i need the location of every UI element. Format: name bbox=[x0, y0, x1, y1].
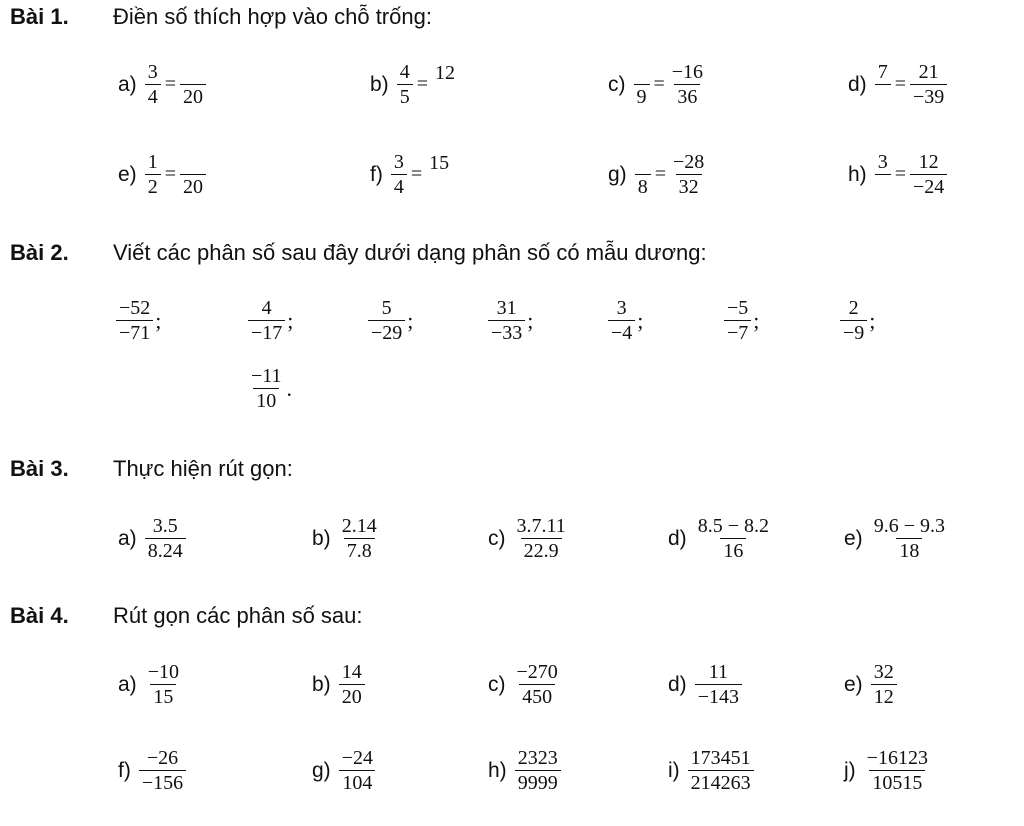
bai2-fraction: $\frac{-5}{-7}$ ; bbox=[724, 296, 759, 345]
bai3-instruction: Thực hiện rút gọn: bbox=[113, 456, 293, 481]
bai4-item-i: i) $\frac{173451}{214263}$ bbox=[668, 746, 754, 795]
bai2-fraction: $\frac{-11}{10}$ . bbox=[251, 365, 293, 412]
item-label: a) bbox=[118, 72, 137, 96]
equals-sign: = bbox=[894, 163, 906, 185]
bai1-item-a bbox=[118, 60, 206, 109]
bai3-item-c: c) $\frac{3.7.11}{22.9}$ bbox=[488, 515, 566, 562]
bai1-number: Bài 1. bbox=[10, 4, 69, 29]
bai4-item-g: g) $\frac{-24}{104}$ bbox=[312, 746, 376, 795]
bai3-item-b: b) $\frac{2.14}{7.8}$ bbox=[312, 515, 377, 562]
bai4-item-j: j) $\frac{-16123}{10515}$ bbox=[844, 747, 928, 794]
fraction: $\frac{21}{-39}$ bbox=[910, 60, 947, 109]
item-label: b) bbox=[370, 72, 389, 96]
item-label: h) bbox=[848, 162, 867, 186]
bai1-item-h bbox=[848, 150, 947, 199]
bai1-item-e bbox=[118, 150, 206, 199]
bai3-item-d: d) $\frac{8.5 - 8.2}{16}$ bbox=[668, 515, 769, 562]
fraction: $\frac{1}{2}$ bbox=[145, 150, 161, 199]
equals-sign: = bbox=[410, 163, 423, 185]
bai2-number: Bài 2. bbox=[10, 240, 69, 265]
fraction-blank-numerator: 20 bbox=[180, 150, 206, 199]
fraction-blank-numerator: 9 bbox=[634, 60, 650, 109]
bai2-fraction: $\frac{31}{-33}$ ; bbox=[488, 296, 533, 345]
fraction-blank-denominator: 3 bbox=[875, 150, 891, 199]
fraction-blank-denominator: 7 bbox=[875, 60, 891, 109]
fraction: $\frac{3}{4}$ bbox=[145, 60, 161, 109]
bai3-item-e: e) $\frac{9.6 - 9.3}{18}$ bbox=[844, 515, 945, 562]
bai1-item-f bbox=[370, 150, 452, 199]
equals-sign: = bbox=[654, 163, 666, 185]
fraction: $\frac{3}{4}$ bbox=[391, 150, 407, 199]
fraction: $\frac{4}{5}$ bbox=[397, 60, 413, 109]
bai1-item-b bbox=[370, 60, 458, 109]
bai2-fraction: $\frac{4}{-17}$ ; bbox=[248, 296, 293, 345]
bai4-item-c: c) $\frac{-270}{450}$ bbox=[488, 661, 558, 708]
fraction-blank-denominator: 15 bbox=[429, 151, 450, 174]
equals-sign: = bbox=[894, 73, 906, 95]
item-label: d) bbox=[848, 72, 867, 96]
bai3-item-a: a) $\frac{3.5}{8.24}$ bbox=[118, 514, 186, 563]
fraction: $\frac{-16}{36}$ bbox=[671, 61, 704, 108]
item-label: f) bbox=[370, 162, 383, 186]
equals-sign: = bbox=[164, 163, 176, 185]
bai4-instruction: Rút gọn các phân số sau: bbox=[113, 603, 363, 628]
bai4-item-h: h) $\frac{2323}{9999}$ bbox=[488, 746, 561, 795]
bai1-item-d bbox=[848, 60, 947, 109]
bai4-item-a: a) $\frac{-10}{15}$ bbox=[118, 661, 179, 708]
bai3-number: Bài 3. bbox=[10, 456, 69, 481]
bai4-item-d: d) $\frac{11}{-143}$ bbox=[668, 660, 742, 709]
bai4-item-e: e) $\frac{32}{12}$ bbox=[844, 660, 897, 709]
fraction-blank-numerator: 20 bbox=[180, 60, 206, 109]
item-label: c) bbox=[608, 72, 626, 96]
equals-sign: = bbox=[416, 73, 428, 95]
equals-sign: = bbox=[653, 73, 665, 95]
bai4-item-b: b) $\frac{14}{20}$ bbox=[312, 660, 365, 709]
bai2-instruction: Viết các phân số sau đây dưới dạng phân số có mẫu dương: bbox=[113, 240, 707, 265]
bai4-item-f: f) $\frac{-26}{-156}$ bbox=[118, 746, 186, 795]
item-label: g) bbox=[608, 162, 627, 186]
bai2-fraction: $\frac{2}{-9}$ ; bbox=[840, 296, 875, 345]
bai4-number: Bài 4. bbox=[10, 603, 69, 628]
item-label: e) bbox=[118, 162, 137, 186]
bai2-fraction: $\frac{3}{-4}$ ; bbox=[608, 296, 643, 345]
equals-sign: = bbox=[164, 73, 176, 95]
bai1-instruction: Điền số thích hợp vào chỗ trống: bbox=[113, 4, 432, 29]
fraction: $\frac{-28}{32}$ bbox=[672, 151, 705, 198]
bai1-item-g bbox=[608, 150, 707, 199]
fraction-blank-numerator: 8 bbox=[635, 150, 651, 199]
fraction: $\frac{12}{-24}$ bbox=[910, 150, 947, 199]
bai2-fraction: $\frac{5}{-29}$ ; bbox=[368, 296, 413, 345]
fraction-blank-denominator: 12 bbox=[434, 61, 455, 84]
bai2-fraction: $\frac{-52}{-71}$ ; bbox=[116, 296, 161, 345]
bai1-item-c bbox=[608, 60, 706, 109]
